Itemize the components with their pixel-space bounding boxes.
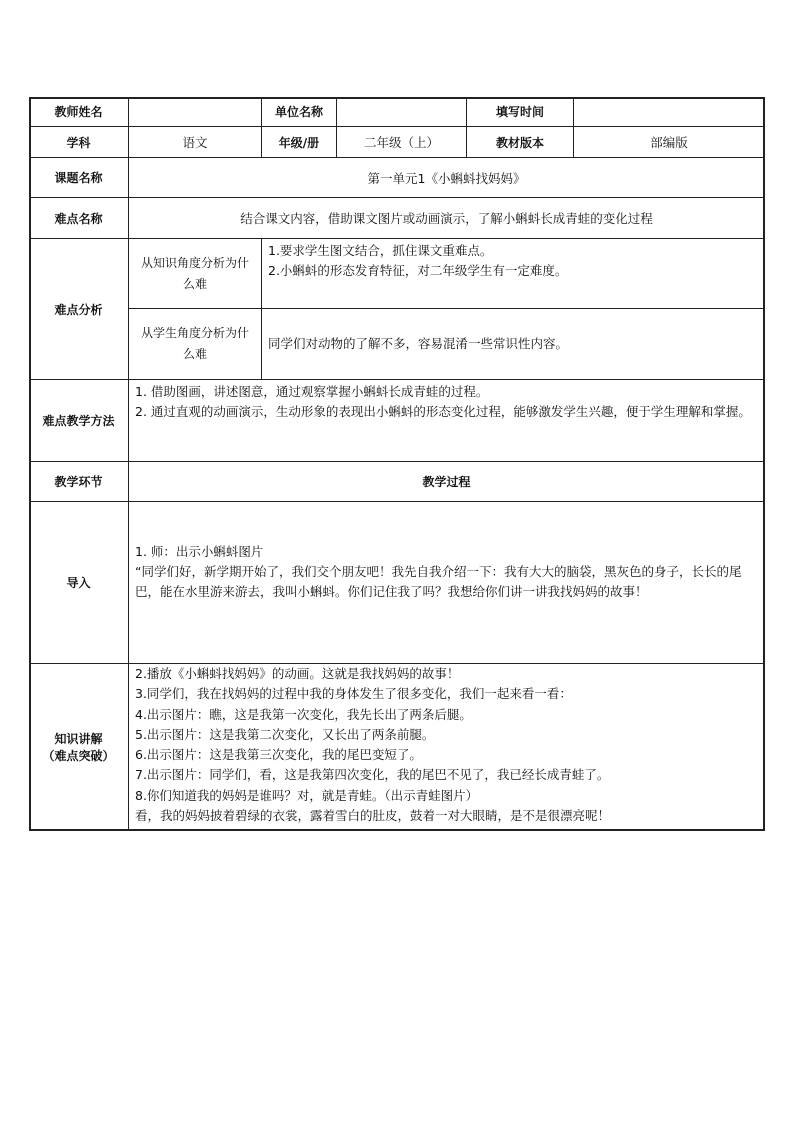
method-line: 1. 借助图画，讲述图意，通过观察掌握小蝌蚪长成青蛙的过程。 <box>135 384 489 399</box>
difficulty-label: 难点名称 <box>29 198 129 239</box>
lesson-title-value: 第一单元1《小蝌蚪找妈妈》 <box>129 158 765 198</box>
method-line: 2. 通过直观的动画演示，生动形象的表现出小蝌蚪的形态变化过程，能够激发学生兴趣，便于学生理解和掌握。 <box>135 404 751 419</box>
knowledge-angle-label: 从知识角度分析为什么难 <box>129 239 262 309</box>
analysis-label: 难点分析 <box>29 239 129 380</box>
unit-label: 单位名称 <box>262 97 337 127</box>
knowledge-angle-line: 1.要求学生图文结合，抓住课文重难点。 <box>268 243 493 258</box>
method-text <box>129 380 765 462</box>
knowledge-line: 3.同学们，我在找妈妈的过程中我的身体发生了很多变化，我们一起来看一看： <box>135 686 572 702</box>
grade-label: 年级/册 <box>262 127 337 158</box>
date-label: 填写时间 <box>467 97 574 127</box>
teacher-name-label: 教师姓名 <box>29 97 129 127</box>
lesson-title-label: 课题名称 <box>29 158 129 198</box>
knowledge-section-text <box>129 664 765 831</box>
intro-text <box>129 502 765 664</box>
subject-value: 语文 <box>129 127 262 158</box>
knowledge-line: 8.你们知道我的妈妈是谁吗？对，就是青蛙。（出示青蛙图片） <box>135 787 479 803</box>
method-label: 难点教学方法 <box>29 380 129 462</box>
student-angle-label: 从学生角度分析为什么难 <box>129 309 262 380</box>
knowledge-angle-line: 2.小蝌蚪的形态发育特征，对二年级学生有一定难度。 <box>268 263 568 278</box>
lesson-plan-table <box>29 97 765 831</box>
grade-value: 二年级（上） <box>337 127 467 158</box>
knowledge-line: 4.出示图片：瞧，这是我第一次变化，我先长出了两条后腿。 <box>135 706 472 722</box>
intro-line: “同学们好，新学期开始了，我们交个朋友吧！我先自我介绍一下：我有大大的脑袋，黑灰色的身子，长长的尾巴，能在水里游来游去，我叫小蝌蚪。你们记住我了吗？我想给你们讲一讲我找妈妈的故事！ <box>135 564 742 599</box>
date-value <box>574 97 765 127</box>
knowledge-section-label <box>29 664 129 831</box>
knowledge-angle-text <box>262 239 765 309</box>
teacher-name-value <box>129 97 262 127</box>
knowledge-line: 2.播放《小蝌蚪找妈妈》的动画。这就是我找妈妈的故事！ <box>135 666 460 681</box>
unit-value <box>337 97 467 127</box>
knowledge-line: 6.出示图片：这是我第三次变化，我的尾巴变短了。 <box>135 747 422 763</box>
knowledge-line: 看，我的妈妈披着碧绿的衣裳，露着雪白的肚皮，鼓着一对大眼睛，是不是很漂亮呢！ <box>135 808 611 824</box>
difficulty-value: 结合课文内容，借助课文图片或动画演示，了解小蝌蚪长成青蛙的变化过程 <box>129 198 765 239</box>
process-header: 教学过程 <box>129 462 765 502</box>
knowledge-section-title: 知识讲解 <box>54 732 103 746</box>
edition-value: 部编版 <box>574 127 765 158</box>
stage-header: 教学环节 <box>29 462 129 502</box>
intro-line: 1. 师：出示小蝌蚪图片 <box>135 544 264 559</box>
intro-label: 导入 <box>29 502 129 664</box>
knowledge-section-subtitle: （难点突破） <box>42 749 115 763</box>
subject-label: 学科 <box>29 127 129 158</box>
edition-label: 教材版本 <box>467 127 574 158</box>
student-angle-text: 同学们对动物的了解不多，容易混淆一些常识性内容。 <box>262 309 765 380</box>
knowledge-line: 7.出示图片：同学们，看，这是我第四次变化，我的尾巴不见了，我已经长成青蛙了。 <box>135 767 610 783</box>
knowledge-line: 5.出示图片：这是我第二次变化，又长出了两条前腿。 <box>135 726 435 742</box>
